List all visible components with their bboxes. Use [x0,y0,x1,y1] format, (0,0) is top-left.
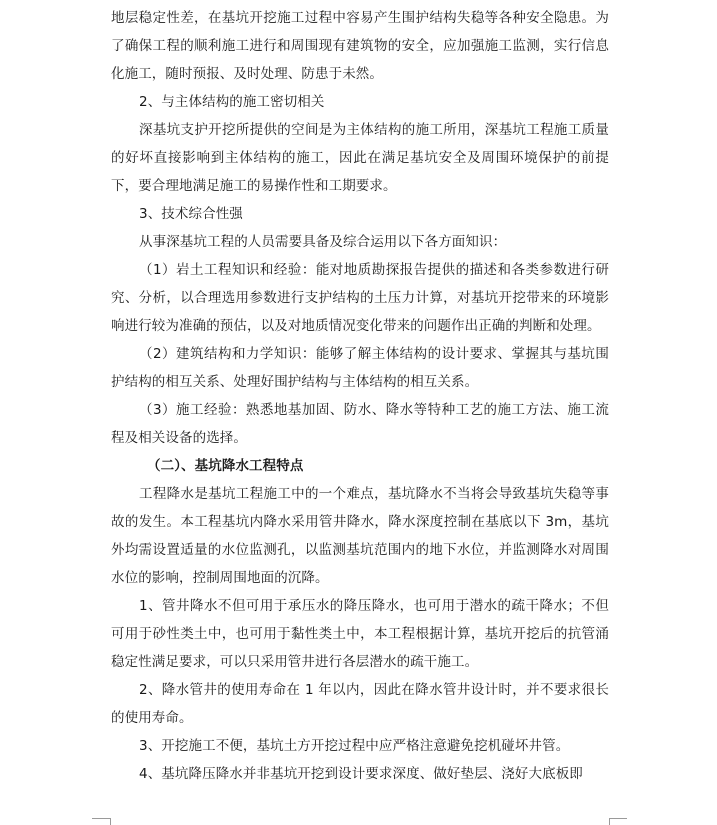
paragraph-stability-risk: 地层稳定性差，在基坑开挖施工过程中容易产生围护结构失稳等各种安全隐患。为了确保工程的顺利施工进行和周围现有建筑物的安全，应加强施工监测，实行信息化施工，随时预报、及时处理、防患于未然。 [111,10,609,82]
item-3-title: 3、技术综合性强 [139,206,243,222]
knowledge-item-1: （1）岩土工程知识和经验：能对地质勘探报告提供的描述和各类参数进行研究、分析，以合理选用参数进行支护结构的土压力计算，对基坑开挖带来的环境影响进行较为准确的预估，以及对地质情况变化带来的问题作出正确的判断和处理。 [111,262,609,334]
item-2-title: 2、与主体结构的施工密切相关 [139,94,325,110]
knowledge-item-2: （2）建筑结构和力学知识：能够了解主体结构的设计要求、掌握其与基坑围护结构的相互关系、处理好围护结构与主体结构的相互关系。 [111,346,609,390]
paragraph-dewatering-overview: 工程降水是基坑工程施工中的一个难点，基坑降水不当将会导致基坑失稳等事故的发生。本工程基坑内降水采用管井降水，降水深度控制在基底以下 3m，基坑外均需设置适量的水位监测孔，以监测基坑范围内的地下水位，并监测降水对周围水位的影响，控制周围地面的沉降。 [111,486,609,586]
crop-mark-right-horizontal [609,818,627,819]
crop-mark-right-vertical [609,818,610,825]
dewatering-item-2: 2、降水管井的使用寿命在 1 年以内，因此在降水管井设计时，并不要求很长的使用寿命。 [111,682,609,726]
paragraph-knowledge-intro: 从事深基坑工程的人员需要具备及综合运用以下各方面知识： [139,234,507,250]
crop-mark-left-vertical [110,818,111,825]
dewatering-item-4: 4、基坑降压降水并非基坑开挖到设计要求深度、做好垫层、浇好大底板即 [139,766,583,782]
knowledge-item-3: （3）施工经验：熟悉地基加固、防水、降水等特种工艺的施工方法、施工流程及相关设备的选择。 [111,402,609,446]
document-body [111,4,609,788]
paragraph-main-structure: 深基坑支护开挖所提供的空间是为主体结构的施工所用，深基坑工程施工质量的好坏直接影响到主体结构的施工，因此在满足基坑安全及周围环境保护的前提下，要合理地满足施工的易操作性和工期要求。 [111,122,609,194]
section-heading-dewatering: （二）、基坑降水工程特点 [147,458,304,474]
dewatering-item-3: 3、开挖施工不便，基坑土方开挖过程中应严格注意避免挖机碰坏井管。 [139,738,570,754]
dewatering-item-1: 1、管井降水不但可用于承压水的降压降水，也可用于潜水的疏干降水；不但可用于砂性类土中，也可用于黏性类土中，本工程根据计算，基坑开挖后的抗管涌稳定性满足要求，可以只采用管井进行各层潜水的疏干施工。 [111,598,609,670]
crop-mark-left-horizontal [92,818,110,819]
